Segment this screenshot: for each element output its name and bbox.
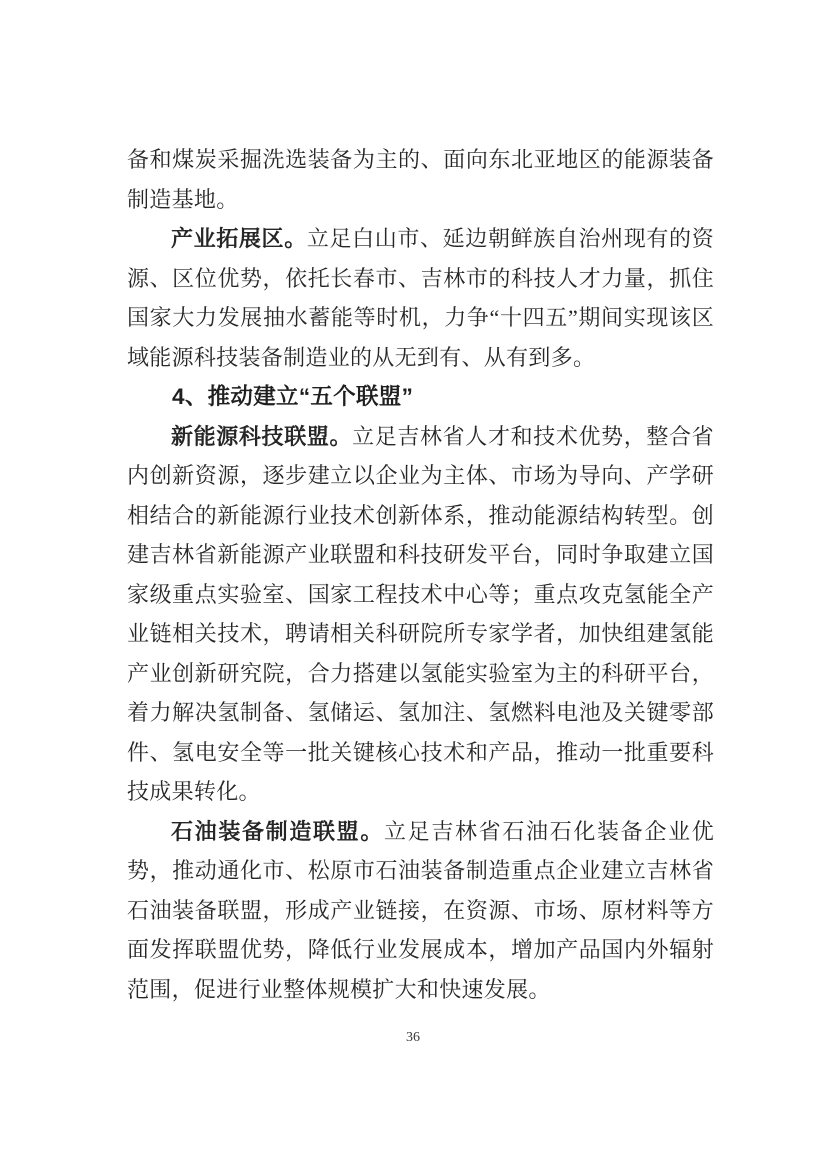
paragraph-industry-expansion-zone bbox=[127, 219, 714, 377]
page-number: 36 bbox=[406, 1030, 420, 1045]
section-heading-4-five-alliances: 4、推动建立“五个联盟” bbox=[172, 384, 414, 409]
paragraph-text: 立足白山市、延边朝鲜族自治州现有的资源、区位优势，依托长春市、吉林市的科技人才力量，抓住国家大力发展抽水蓄能等时机，力争“十四五”期间实现该区域能源科技装备制造业的从无到有、从有到多。 bbox=[127, 226, 714, 370]
paragraph-text: 立足吉林省石油石化装备企业优势，推动通化市、松原市石油装备制造重点企业建立吉林省石油装备联盟，形成产业链接，在资源、市场、原材料等方面发挥联盟优势，降低行业发展成本，增加产品国内外辐射范围，促进行业整体规模扩大和快速发展。 bbox=[127, 818, 714, 1002]
document-body bbox=[127, 140, 714, 1009]
paragraph-continuation bbox=[127, 140, 714, 219]
paragraph-lead-bold: 石油装备制造联盟。 bbox=[171, 818, 385, 844]
paragraph-petroleum-equipment-alliance bbox=[127, 812, 714, 1010]
paragraph-lead-bold: 产业拓展区。 bbox=[171, 226, 307, 251]
paragraph-text: 备和煤炭采掘洗选装备为主的、面向东北亚地区的能源装备制造基地。 bbox=[127, 147, 714, 212]
paragraph-lead-bold: 新能源科技联盟。 bbox=[171, 423, 353, 449]
paragraph-text: 立足吉林省人才和技术优势，整合省内创新资源，逐步建立以企业为主体、市场为导向、产学研相结合的新能源行业技术创新体系，推动能源结构转型。创建吉林省新能源产业联盟和科技研发平台，同时争取建立国家级重点实验室、国家工程技术中心等；重点攻克氢能全产业链相关技术，聘请相关科研院所专家学者，加快组建氢能产业创新研究院，合力搭建以氢能实验室为主的科研平台，着力解决氢制备、氢储运、氢加注、氢燃料电池及关键零部件、氢电安全等一批关键核心技术和产品，推动一批重要科技成果转化。 bbox=[127, 423, 714, 804]
paragraph-new-energy-tech-alliance bbox=[127, 417, 714, 812]
